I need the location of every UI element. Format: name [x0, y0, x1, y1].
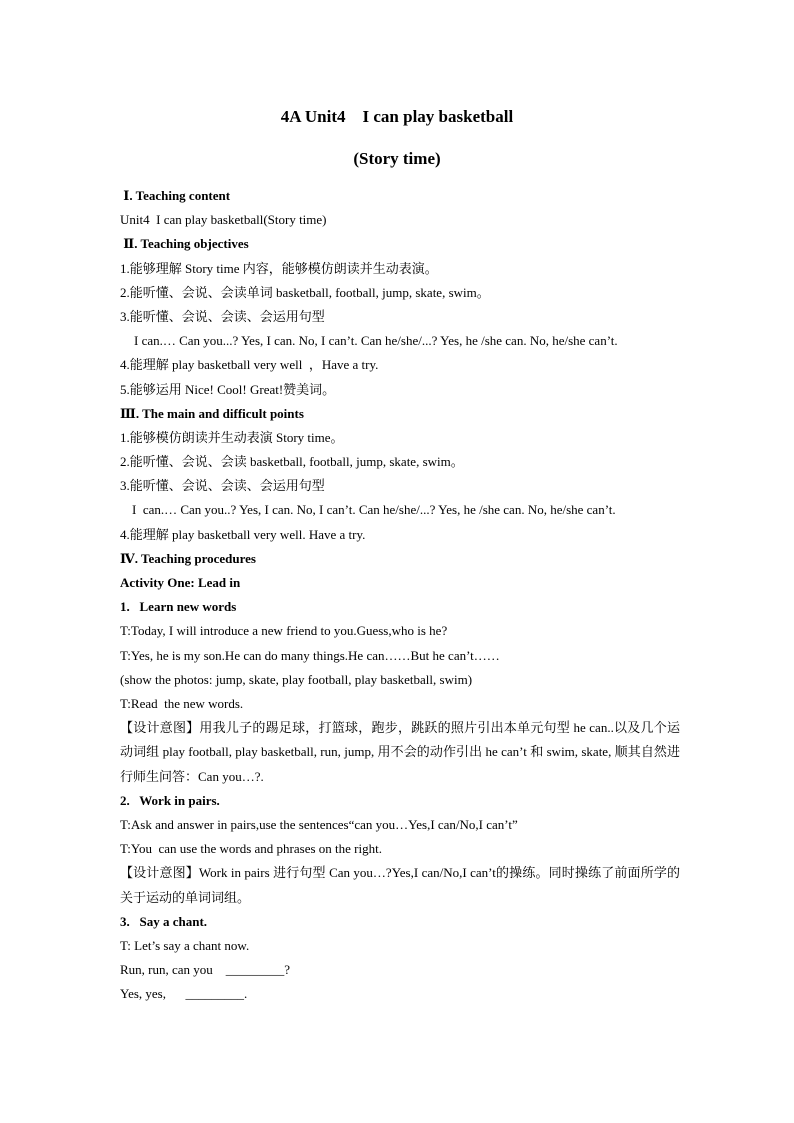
section-heading-main-difficult-points: Ⅲ. The main and difficult points: [120, 405, 304, 421]
step-heading-work-in-pairs: 2. Work in pairs.: [120, 792, 220, 808]
chant-line: Run, run, can you _________?: [120, 962, 291, 978]
point-item-sentence-patterns: I can.… Can you..? Yes, I can. No, I can’t. Can he/she/...? Yes, he /she can. No, he/she can’t.: [132, 502, 616, 518]
objective-item: 2.能听懂、会说、会读单词 basketball, football, jump, skate, swim。: [120, 284, 490, 300]
section-heading-teaching-objectives: Ⅱ. Teaching objectives: [120, 236, 249, 252]
document-subtitle: (Story time): [353, 149, 441, 168]
document-body: [120, 184, 680, 1006]
document-title: 4A Unit4 I can play basketball: [280, 107, 514, 126]
section-heading-teaching-content: Ⅰ. Teaching content: [120, 188, 231, 203]
procedure-line: T:Yes, he is my son.He can do many things.He can……But he can’t……: [120, 647, 500, 663]
design-note: 【设计意图】用我儿子的踢足球，打篮球，跑步，跳跃的照片引出本单元句型 he can..以及几个运动词组 play football, play basketball, run, jump, 用不会的动作引出 he can’t 和 swim, skate, 顺其自然进行师生问答：Can you…?.: [120, 720, 680, 784]
objective-item: 4.能理解 play basketball very well ，Have a try.: [120, 357, 379, 373]
step-heading-say-a-chant: 3. Say a chant.: [120, 913, 208, 929]
point-item: 3.能听懂、会说、会读、会运用句型: [120, 478, 325, 494]
objective-item-sentence-patterns: I can.… Can you...? Yes, I can. No, I can’t. Can he/she/...? Yes, he /she can. No, he/she can’t.: [134, 333, 618, 349]
objective-item: 1.能够理解 Story time 内容，能够模仿朗读并生动表演。: [120, 260, 438, 276]
step-heading-learn-new-words: 1. Learn new words: [120, 599, 237, 615]
section-heading-teaching-procedures: Ⅳ. Teaching procedures: [120, 550, 256, 566]
chant-line: Yes, yes, _________.: [120, 986, 248, 1002]
objective-item: 3.能听懂、会说、会读、会运用句型: [120, 308, 325, 324]
objective-item: 5.能够运用 Nice! Cool! Great!赞美词。: [120, 381, 336, 397]
procedure-line: T:Today, I will introduce a new friend to you.Guess,who is he?: [120, 623, 448, 639]
procedure-line: T:Read the new words.: [120, 695, 244, 711]
procedure-line: T:You can use the words and phrases on the right.: [120, 841, 382, 857]
point-item: 2.能听懂、会说、会读 basketball, football, jump, skate, swim。: [120, 454, 464, 470]
activity-heading: Activity One: Lead in: [120, 575, 241, 590]
point-item: 4.能理解 play basketball very well. Have a try.: [120, 526, 366, 542]
procedure-line: T:Ask and answer in pairs,use the sentences“can you…Yes,I can/No,I can’t”: [120, 816, 518, 832]
teaching-content-text: Unit4 I can play basketball(Story time): [120, 212, 327, 228]
procedure-line: T: Let’s say a chant now.: [120, 937, 250, 953]
design-note: 【设计意图】Work in pairs 进行句型 Can you…?Yes,I can/No,I can’t的操练。同时操练了前面所学的关于运动的单词词组。: [120, 865, 680, 905]
point-item: 1.能够模仿朗读并生动表演 Story time。: [120, 429, 344, 445]
procedure-line: (show the photos: jump, skate, play football, play basketball, swim): [120, 671, 473, 687]
